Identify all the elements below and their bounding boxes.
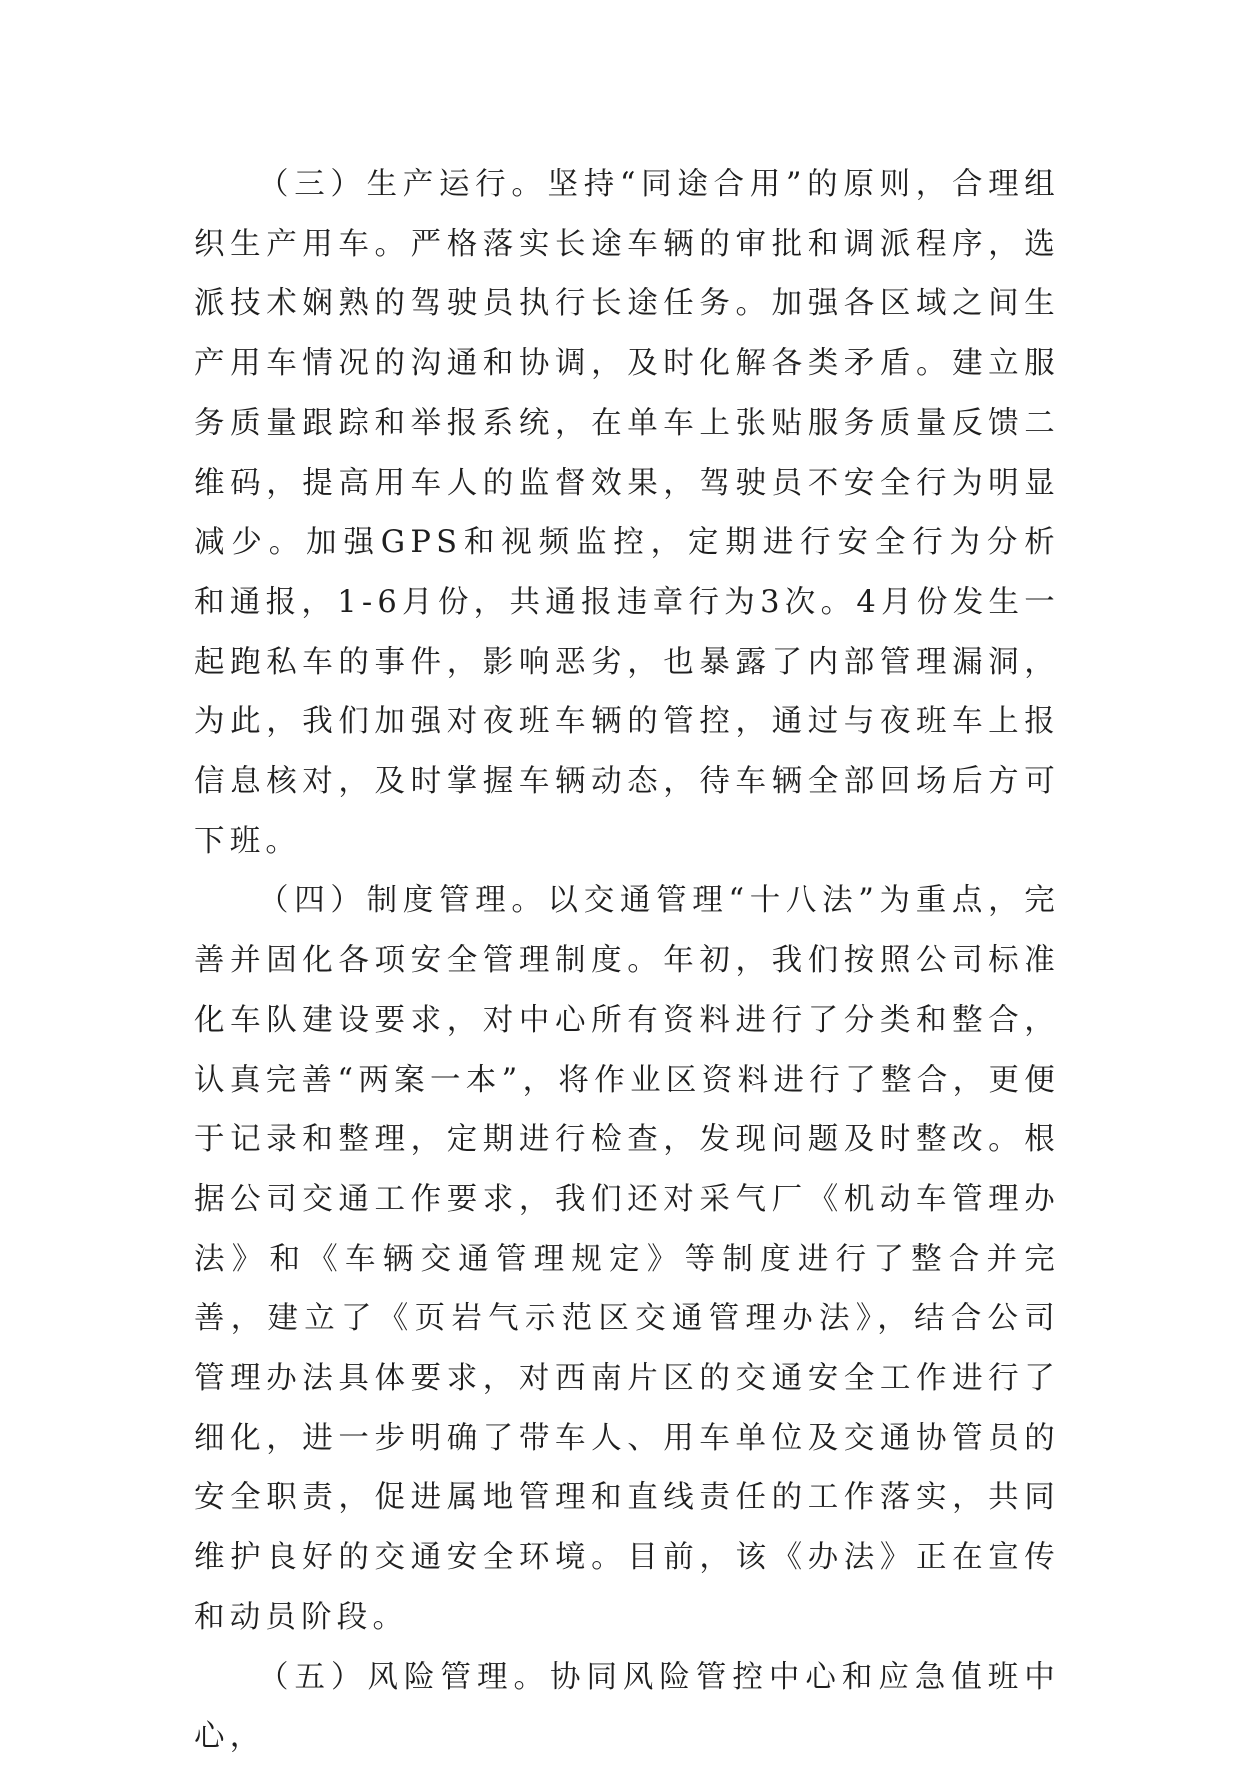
paragraph-production-operation: （三）生产运行。坚持“同途合用”的原则，合理组织生产用车。严格落实长途车辆的审批和调派程序，选派技术娴熟的驾驶员执行长途任务。加强各区域之间生产用车情况的沟通和协调，及时化解各类矛盾。建立服务质量跟踪和举报系统，在单车上张贴服务质量反馈二维码，提高用车人的监督效果，驾驶员不安全行为明显减少。加强GPS和视频监控，定期进行安全行为分析和通报，1-6月份，共通报违章行为3次。4月份发生一起跑私车的事件，影响恶劣，也暴露了内部管理漏洞，为此，我们加强对夜班车辆的管控，通过与夜班车上报信息核对，及时掌握车辆动态，待车辆全部回场后方可下班。	[194, 167, 1060, 859]
document-body	[194, 155, 1060, 1767]
paragraph-system-management: （四）制度管理。以交通管理“十八法”为重点，完善并固化各项安全管理制度。年初，我们按照公司标准化车队建设要求，对中心所有资料进行了分类和整合，认真完善“两案一本”，将作业区资料进行了整合，更便于记录和整理，定期进行检查，发现问题及时整改。根据公司交通工作要求，我们还对采气厂《机动车管理办法》和《车辆交通管理规定》等制度进行了整合并完善，建立了《页岩气示范区交通管理办法》，结合公司管理办法具体要求，对西南片区的交通安全工作进行了细化，进一步明确了带车人、用车单位及交通协管员的安全职责，促进属地管理和直线责任的工作落实，共同维护良好的交通安全环境。目前，该《办法》正在宣传和动员阶段。	[194, 883, 1060, 1635]
paragraph-risk-management: （五）风险管理。协同风险管控中心和应急值班中心，	[194, 1659, 1060, 1755]
